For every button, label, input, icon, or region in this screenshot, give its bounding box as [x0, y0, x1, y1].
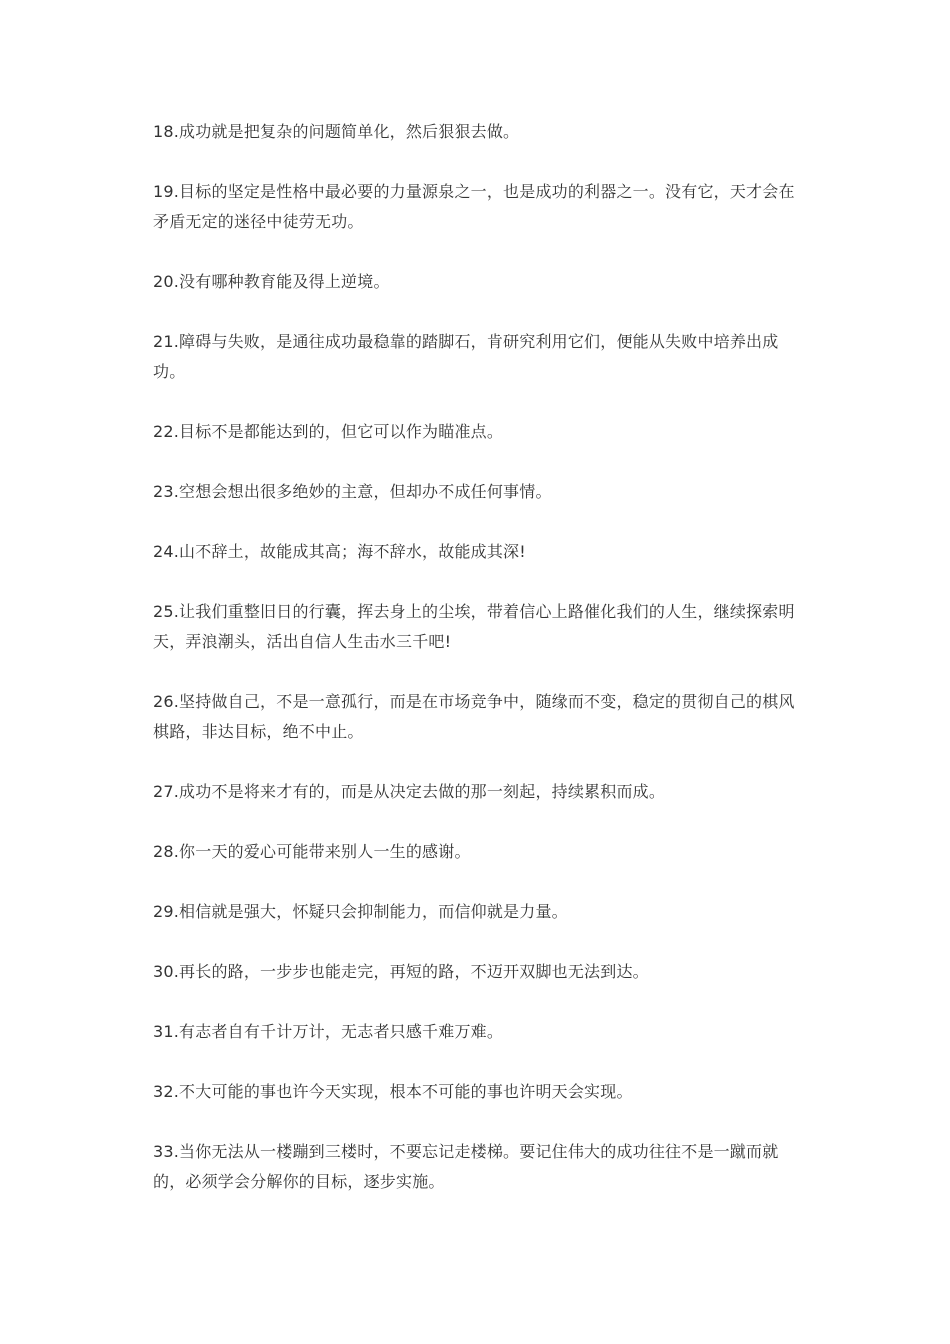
quote-32: 32.不大可能的事也许今天实现，根本不可能的事也许明天会实现。 [153, 1082, 633, 1101]
quote-29: 29.相信就是强大，怀疑只会抑制能力，而信仰就是力量。 [153, 902, 568, 921]
quote-31: 31.有志者自有千计万计，无志者只感千难万难。 [153, 1022, 504, 1041]
quote-27: 27.成功不是将来才有的，而是从决定去做的那一刻起，持续累积而成。 [153, 782, 666, 801]
quote-30: 30.再长的路，一步步也能走完，再短的路，不迈开双脚也无法到达。 [153, 962, 649, 981]
quote-18: 18.成功就是把复杂的问题简单化，然后狠狠去做。 [153, 122, 520, 141]
quote-19: 19.目标的坚定是性格中最必要的力量源泉之一，也是成功的利器之一。没有它，天才会在矛盾无定的迷径中徒劳无功。 [153, 182, 795, 231]
quote-22: 22.目标不是都能达到的，但它可以作为瞄准点。 [153, 422, 504, 441]
quote-20: 20.没有哪种教育能及得上逆境。 [153, 272, 390, 291]
quote-24: 24.山不辞土，故能成其高；海不辞水，故能成其深! [153, 542, 526, 561]
quote-28: 28.你一天的爱心可能带来别人一生的感谢。 [153, 842, 471, 861]
quote-25: 25.让我们重整旧日的行囊，挥去身上的尘埃，带着信心上路催化我们的人生，继续探索明天，弄浪潮头，活出自信人生击水三千吧! [153, 602, 795, 651]
quote-21: 21.障碍与失败，是通往成功最稳靠的踏脚石，肯研究利用它们，便能从失败中培养出成功。 [153, 332, 779, 381]
quote-26: 26.坚持做自己，不是一意孤行，而是在市场竞争中，随缘而不变，稳定的贯彻自己的棋风棋路，非达目标，绝不中止。 [153, 692, 795, 741]
quote-list [153, 117, 803, 1227]
quote-23: 23.空想会想出很多绝妙的主意，但却办不成任何事情。 [153, 482, 552, 501]
quote-33: 33.当你无法从一楼蹦到三楼时，不要忘记走楼梯。要记住伟大的成功往往不是一蹴而就的，必须学会分解你的目标，逐步实施。 [153, 1142, 779, 1191]
